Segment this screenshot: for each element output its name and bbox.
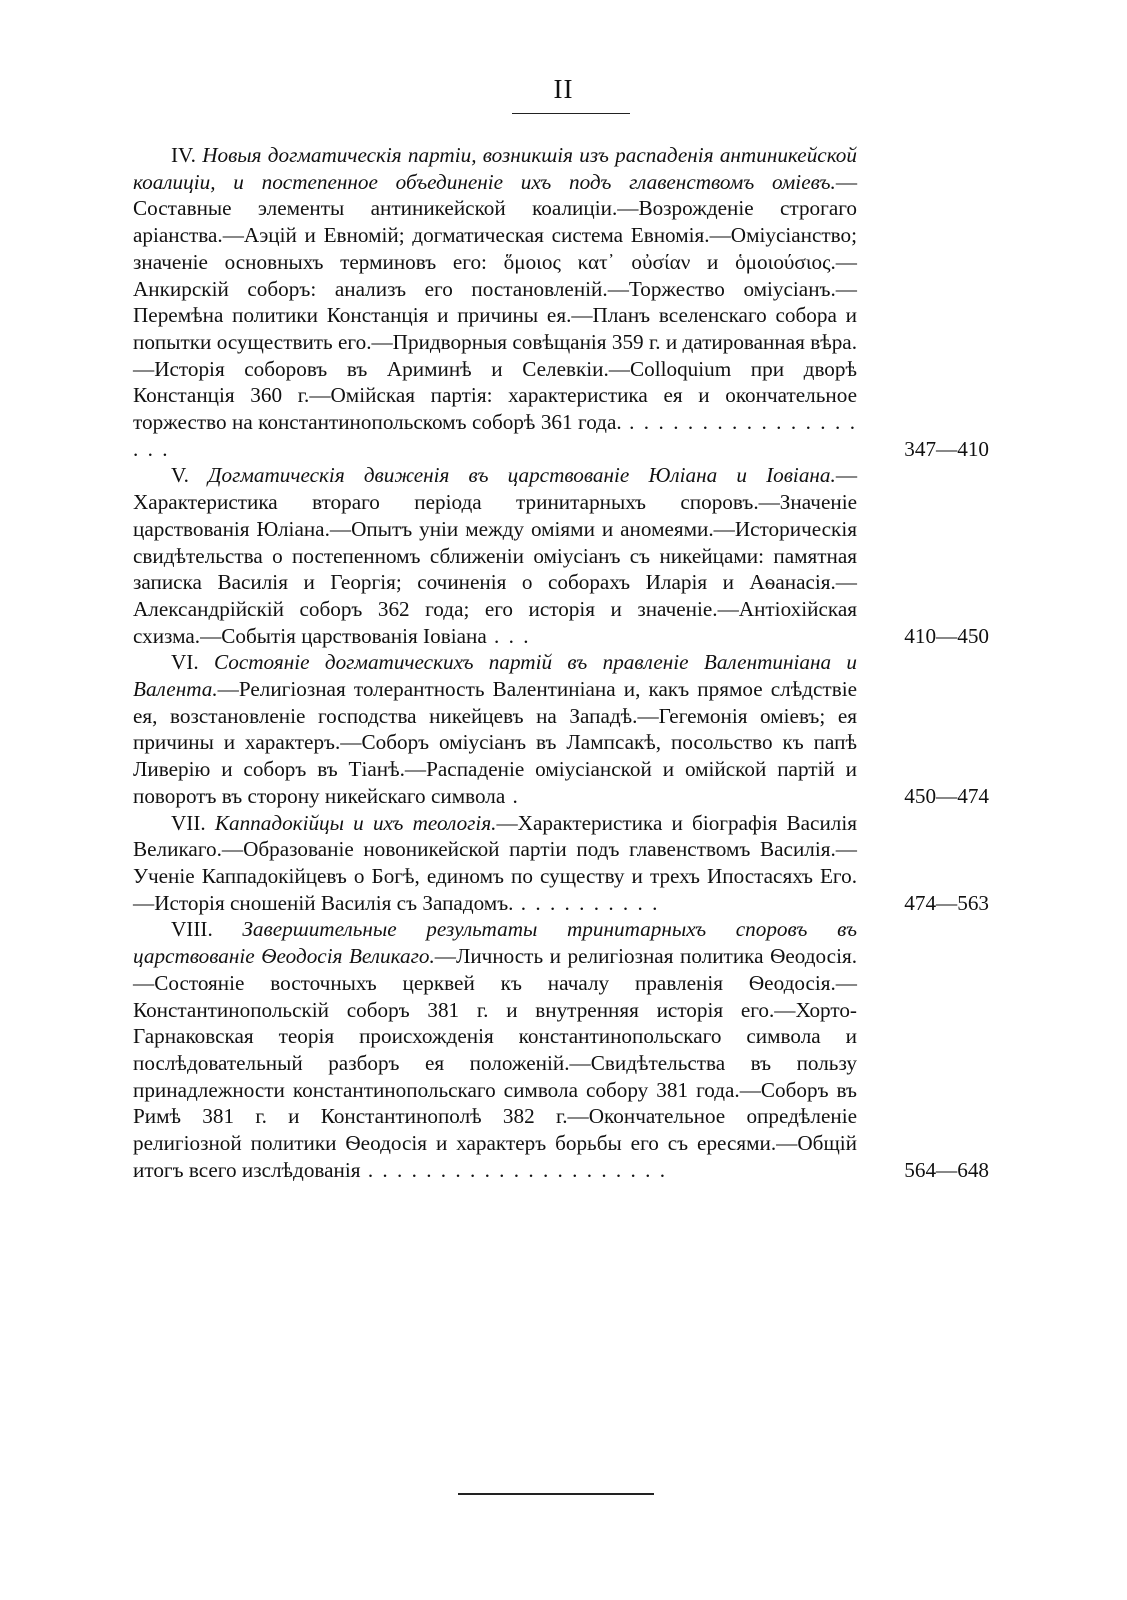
- chapter-numeral: V.: [171, 463, 189, 488]
- footer-rule: [458, 1493, 654, 1495]
- page-number: II: [553, 74, 574, 104]
- chapter-title: Состояніе догматическихъ партій въ правленіе Валентиніана и Валента.: [133, 650, 858, 702]
- dot-leaders: . . . . . . . . . . . . . . . . . . . . .: [360, 1157, 667, 1182]
- page-range: 347—410: [904, 436, 989, 461]
- chapter-title: Каппадокійцы и ихъ теологія.: [214, 810, 497, 835]
- page-range: 564—648: [904, 1157, 989, 1182]
- chapter-numeral: VIII.: [171, 917, 213, 942]
- toc-entry-vii: [133, 810, 989, 917]
- dot-leaders: . . . . . . . . . . . . . . . . . . .: [133, 410, 858, 461]
- chapter-summary: —Религіозная толерантность Валентиніана и, какъ прямое слѣдствіе ея, возстановленіе господства никейцевъ на Западѣ.—Гегемонія оміевъ; ея причины и характеръ.—Соборъ оміусіанъ въ Лампсакѣ, посольство къ папѣ Ливерію и соборъ въ Тіанѣ.—Распаденіе оміусіанской и омійской партій и поворотъ въ сторону никейскаго символа: [133, 677, 857, 808]
- dot-leaders: . . . . . . . . . .: [513, 890, 660, 915]
- chapter-title: Завершительные результаты тринитарныхъ споровъ въ царствованіе Ѳеодосія Великаго.: [133, 917, 857, 969]
- toc-entry-viii: [133, 916, 989, 1183]
- toc-entry-text: [133, 916, 857, 1183]
- dot-leaders: . . .: [486, 623, 531, 648]
- toc-entry-text: [133, 810, 857, 917]
- chapter-numeral: VI.: [171, 650, 199, 675]
- page-range: 474—563: [904, 890, 989, 915]
- toc-entry-iv: [133, 142, 989, 462]
- toc-entry-text: [133, 142, 857, 462]
- chapter-title: Догматическія движенія въ царствованіе Юліана и Іовіана.: [208, 463, 836, 488]
- chapter-numeral: VII.: [171, 810, 206, 835]
- page-range: 450—474: [904, 783, 989, 808]
- table-of-contents: [133, 142, 989, 1183]
- chapter-summary: —Характеристика и біографія Василія Великаго.—Образованіе новоникейской партіи подъ главенствомъ Василія.—Ученіе Каппадокійцевъ о Богѣ, единомъ по существу и трехъ Ипостасяхъ Его.—Исторія сношеній Василія съ Западомъ.: [133, 810, 858, 915]
- page-range: 410—450: [904, 623, 989, 648]
- toc-entry-v: [133, 462, 989, 649]
- toc-entry-vi: [133, 649, 989, 809]
- chapter-summary: —Личность и религіозная политика Ѳеодосія.—Состояніе восточныхъ церквей къ началу правленія Ѳеодосія.—Константинопольскій соборъ 381 г. и внутренняя исторія его.—Хорто-Гарнаковская теорія происхожденія константинопольскаго символа и послѣдовательный разборъ ея положеній.—Свидѣтельства въ пользу принадлежности константинопольскаго символа собору 381 года.—Соборъ въ Римѣ 381 г. и Константинополѣ 382 г.—Окончательное опредѣленіе религіозной политики Ѳеодосія и характеръ борьбы его съ ересями.—Общій итогъ всего изслѣдованія: [133, 944, 857, 1182]
- toc-entry-text: [133, 462, 857, 649]
- dot-leaders: .: [505, 783, 520, 808]
- toc-entry-text: [133, 649, 857, 809]
- chapter-summary: —Составные элементы антиникейской коалиціи.—Возрожденіе строгаго аріанства.—Аэцій и Евномій; догматическая система Евномія.—Оміусіанство; значеніе основныхъ терминовъ его: ὅμοιος κατ᾽ οὐσίαν и ὁμοιούσιος.—Анкирскій соборъ: анализъ его постановленій.—Торжество оміусіанъ.—Перемѣна политики Констанція и причины ея.—Планъ вселенскаго собора и попытки осуществить его.—Придворныя совѣщанія 359 г. и датированная вѣра.—Исторія соборовъ въ Ариминѣ и Селевкіи.—Colloquium при дворѣ Констанція 360 г.—Омійская партія: характеристика ея и окончательное торжество на константинопольскомъ соборѣ 361 года.: [133, 169, 857, 435]
- chapter-title: Новыя догматическія партіи, возникшія изъ распаденія антиникейской коалиціи, и постепенное объединеніе ихъ подъ главенствомъ оміевъ.: [133, 143, 857, 194]
- chapter-summary: —Характеристика втораго періода тринитарныхъ споровъ.—Значеніе царствованія Юліана.—Опытъ уніи между оміями и аномеями.—Историческія свидѣтельства о постепенномъ сближеніи оміусіанъ съ никейцами: памятная записка Василія и Георгія; сочиненія о соборахъ Иларія и Аѳанасія.—Александрійскій соборъ 362 года; его исторія и значеніе.—Антіохійская схизма.—Событія царствованія Іовіана: [133, 463, 857, 648]
- chapter-numeral: IV.: [171, 143, 196, 167]
- header-rule: [512, 113, 630, 114]
